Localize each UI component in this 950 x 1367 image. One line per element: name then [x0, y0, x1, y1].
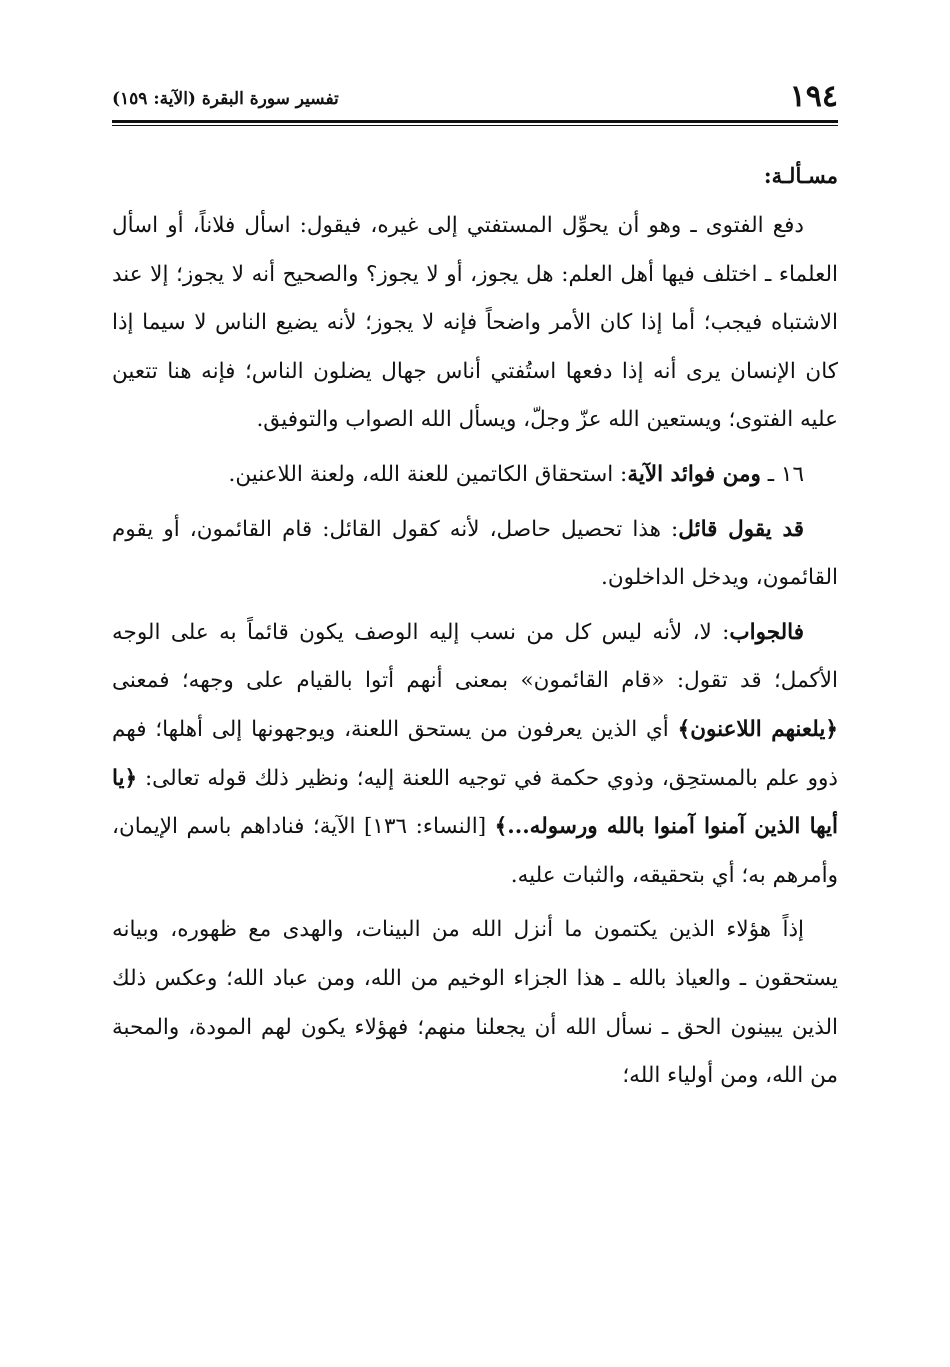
- page-body: [112, 156, 838, 1101]
- answer-text-1: : لا، لأنه ليس كل من نسب إليه الوصف يكون قائماً به على الوجه الأكمل؛ قد تقول: «قام القائمون» بمعنى أنهم أتوا بالقيام على وجهه؛ فمعنى: [112, 619, 838, 694]
- section-heading: مسـألـة:: [763, 163, 838, 188]
- page-header: [112, 78, 838, 120]
- benefit-text: : استحقاق الكاتمين للعنة الله، ولعنة اللاعنين.: [228, 461, 628, 487]
- header-rule-thick: [112, 120, 838, 123]
- paragraph-fatwa: دفع الفتوى ـ وهو أن يحوِّل المستفتي إلى غيره، فيقول: اسأل فلاناً، أو اسأل العلماء ـ اختلف فيها أهل العلم: هل يجوز، أو لا يجوز؟ والصحيح أنه لا يجوز؛ إلا عند الاشتباه فيجب؛ أما إذا كان الأمر واضحاً فإنه لا يجوز؛ لأنه يضيع الناس لا سيما إذا كان الإنسان يرى أنه إذا دفعها استُفتي أناس جهال يضلون الناس؛ فإنه هنا تتعين عليه الفتوى؛ ويستعين الله عزّ وجلّ، ويسأل الله الصواب والتوفيق.: [112, 213, 838, 433]
- objection-lead: قد يقول قائل: [678, 516, 805, 542]
- benefit-number: ١٦ ـ: [760, 461, 804, 487]
- objection-text: : هذا تحصيل حاصل، لأنه كقول القائل: قام القائمون، أو يقوم القائمون، ويدخل الداخلون.: [112, 516, 838, 591]
- answer-text-3: [النساء: ١٣٦] الآية؛ فناداهم باسم الإيمان، وأمرهم به؛ أي بتحقيقه، والثبات عليه.: [112, 814, 838, 888]
- answer-lead: فالجواب: [729, 619, 804, 645]
- header-rule-thin: [112, 125, 838, 126]
- book-page: [112, 78, 838, 1337]
- page-number: ١٩٤: [789, 79, 838, 114]
- paragraph-conclusion: إذاً هؤلاء الذين يكتمون ما أنزل الله من البينات، والهدى مع ظهوره، وبيانه يستحقون ـ والعياذ بالله ـ هذا الجزاء الوخيم من الله، ومن عباد الله؛ وعكس ذلك الذين يبينون الحق ـ نسأل الله أن يجعلنا منهم؛ فهؤلاء يكون لهم المودة، والمحبة من الله، ومن أولياء الله؛: [112, 917, 838, 1089]
- benefit-lead: ومن فوائد الآية: [627, 461, 761, 487]
- quran-quote-2: ﴿يا أيها الذين آمنوا آمنوا بالله ورسوله...﴾: [112, 765, 838, 840]
- paragraph-objection: [112, 506, 838, 603]
- paragraph-benefit-16: [112, 451, 838, 500]
- answer-text-2: أي الذين يعرفون من يستحق اللعنة، ويوجهونها إلى أهلها؛ فهم ذوو علم بالمستحِق، وذوي حكمة في توجيه اللعنة إليه؛ ونظير ذلك قوله تعالى:: [112, 716, 838, 791]
- running-title: تفسير سورة البقرة (الآية: ١٥٩): [112, 89, 339, 109]
- paragraph-answer: [112, 609, 838, 901]
- quran-quote-1: ﴿يلعنهم اللاعنون﴾: [677, 716, 838, 742]
